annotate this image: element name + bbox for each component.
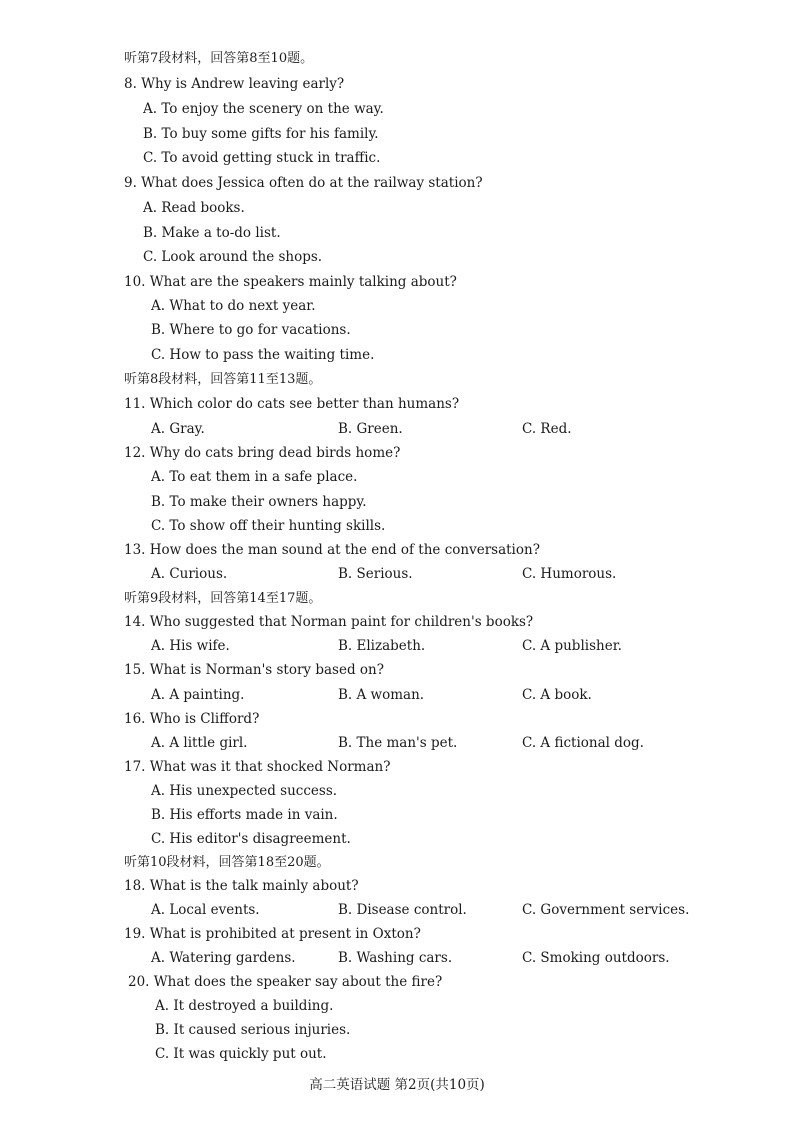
question-11-option-b: B. Green. — [338, 421, 403, 437]
question-16-option-c: C. A fictional dog. — [522, 735, 644, 751]
question-20-option-b: B. It caused serious injuries. — [155, 1022, 351, 1038]
question-16-option-b: B. The man's pet. — [338, 735, 458, 751]
question-15-option-a: A. A painting. — [151, 687, 245, 703]
question-17-stem: 17. What was it that shocked Norman? — [124, 759, 391, 775]
section-header-8: 听第8段材料，回答第11至13题。 — [124, 372, 322, 387]
question-8-stem: 8. Why is Andrew leaving early? — [124, 76, 345, 92]
question-17-option-c: C. His editor's disagreement. — [151, 831, 351, 847]
question-12-option-c: C. To show off their hunting skills. — [151, 518, 386, 534]
question-19-option-c: C. Smoking outdoors. — [522, 950, 670, 966]
question-13-option-c: C. Humorous. — [522, 566, 617, 582]
section-header-10: 听第10段材料，回答第18至20题。 — [124, 855, 330, 870]
question-14-stem: 14. Who suggested that Norman paint for children's books? — [124, 614, 534, 630]
question-14-option-c: C. A publisher. — [522, 638, 622, 654]
question-14-option-a: A. His wife. — [151, 638, 230, 654]
question-15-option-b: B. A woman. — [338, 687, 425, 703]
question-9-stem: 9. What does Jessica often do at the railway station? — [124, 175, 483, 191]
question-9-option-b: B. Make a to-do list. — [143, 225, 281, 241]
question-8-option-c: C. To avoid getting stuck in traffic. — [143, 150, 381, 166]
question-12-option-b: B. To make their owners happy. — [151, 494, 367, 510]
question-8-option-b: B. To buy some gifts for his family. — [143, 126, 379, 142]
question-10-option-a: A. What to do next year. — [151, 298, 316, 314]
question-18-stem: 18. What is the talk mainly about? — [124, 878, 359, 894]
question-19-option-a: A. Watering gardens. — [151, 950, 296, 966]
question-12-option-a: A. To eat them in a safe place. — [151, 469, 358, 485]
question-19-option-b: B. Washing cars. — [338, 950, 453, 966]
question-17-option-b: B. His efforts made in vain. — [151, 807, 338, 823]
section-header-7: 听第7段材料，回答第8至10题。 — [124, 51, 314, 66]
question-12-stem: 12. Why do cats bring dead birds home? — [124, 445, 401, 461]
question-17-option-a: A. His unexpected success. — [151, 783, 338, 799]
question-19-stem: 19. What is prohibited at present in Oxton? — [124, 926, 421, 942]
question-11-option-a: A. Gray. — [151, 421, 205, 437]
question-8-option-a: A. To enjoy the scenery on the way. — [143, 101, 384, 117]
question-13-option-a: A. Curious. — [151, 566, 228, 582]
question-16-stem: 16. Who is Clifford? — [124, 711, 260, 727]
question-9-option-a: A. Read books. — [143, 200, 245, 216]
question-10-stem: 10. What are the speakers mainly talking about? — [124, 274, 457, 290]
question-20-stem: 20. What does the speaker say about the fire? — [128, 974, 443, 990]
question-9-option-c: C. Look around the shops. — [143, 249, 323, 265]
question-13-option-b: B. Serious. — [338, 566, 413, 582]
question-20-option-a: A. It destroyed a building. — [155, 998, 334, 1014]
question-16-option-a: A. A little girl. — [151, 735, 248, 751]
question-15-option-c: C. A book. — [522, 687, 592, 703]
question-11-stem: 11. Which color do cats see better than humans? — [124, 396, 460, 412]
section-header-9: 听第9段材料，回答第14至17题。 — [124, 591, 322, 606]
question-10-option-c: C. How to pass the waiting time. — [151, 347, 375, 363]
question-11-option-c: C. Red. — [522, 421, 572, 437]
page-footer: 高二英语试题 第2页(共10页) — [309, 1077, 485, 1093]
question-18-option-b: B. Disease control. — [338, 902, 467, 918]
question-10-option-b: B. Where to go for vacations. — [151, 322, 351, 338]
question-13-stem: 13. How does the man sound at the end of the conversation? — [124, 542, 540, 558]
question-15-stem: 15. What is Norman's story based on? — [124, 662, 384, 678]
question-20-option-c: C. It was quickly put out. — [155, 1046, 327, 1062]
question-14-option-b: B. Elizabeth. — [338, 638, 426, 654]
question-18-option-c: C. Government services. — [522, 902, 690, 918]
question-18-option-a: A. Local events. — [151, 902, 260, 918]
